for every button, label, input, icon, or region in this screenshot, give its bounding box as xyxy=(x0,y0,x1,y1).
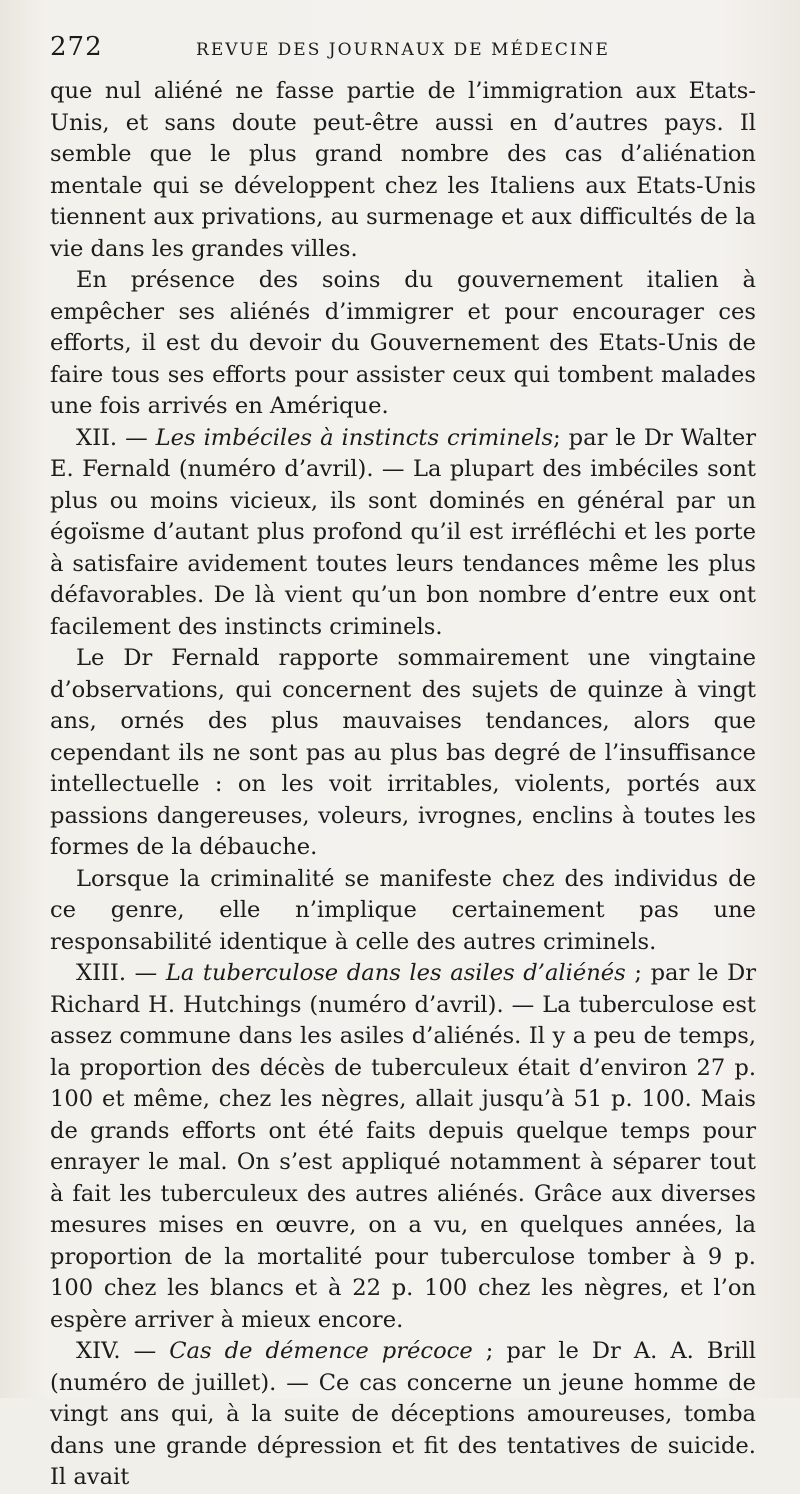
paragraph-text: En présence des soins du gouvernement italien à empêcher ses aliénés d’immigrer et pour encourager ces efforts, il est du devoir du Gouvernement des Etats-Unis de faire tous ses efforts pour assister ceux qui tombent malades une fois arrivés en Amérique. xyxy=(50,267,756,419)
page-number: 272 xyxy=(50,32,103,62)
running-head: REVUE DES JOURNAUX DE MÉDECINE xyxy=(196,40,610,60)
section-number: XIII. — xyxy=(76,960,166,986)
paragraph xyxy=(50,265,756,423)
section-xiii xyxy=(50,958,756,1336)
paragraph-text: ; par le Dr Walter E. Fernald (numéro d’avril). — La plupart des imbéciles sont plus ou moins vicieux, ils sont dominés en général par un égoïsme d’autant plus profond qu’il est irréfléchi et les porte à satisfaire avidement toutes leurs tendances même les plus défavorables. De là vient qu’un bon nombre d’entre eux ont facilement des instincts criminels. xyxy=(50,424,757,640)
paragraph-continuation xyxy=(50,76,756,265)
paragraph-text: ; par le Dr A. A. Brill (numéro de juillet). — Ce cas concerne un jeune homme de vingt ans qui, à la suite de déceptions amoureuses, tomba dans une grande dépression et fit des tentatives de suicide. Il avait xyxy=(50,1338,756,1490)
page-header xyxy=(50,32,756,72)
page-body xyxy=(50,76,756,1494)
section-number: XIV. — xyxy=(76,1338,170,1364)
section-xii xyxy=(50,423,756,644)
paragraph xyxy=(50,864,756,959)
section-title: Cas de démence précoce xyxy=(169,1338,473,1364)
paragraph-text: ; par le Dr Richard H. Hutchings (numéro d’avril). — La tuberculose est assez commune dans les asiles d’aliénés. Il y a peu de temps, la proportion des décès de tuberculeux était d’environ 27 p. 100 et même, chez les nègres, allait jusqu’à 51 p. 100. Mais de grands efforts ont été faits depuis quelque temps pour enrayer le mal. On s’est appliqué notamment à séparer tout à fait les tuberculeux des autres aliénés. Grâce aux diverses mesures mises en œuvre, on a vu, en quelques années, la proportion de la mortalité pour tuberculose tomber à 9 p. 100 chez les blancs et à 22 p. 100 chez les nègres, et l’on espère arriver à mieux encore. xyxy=(50,960,757,1333)
section-xiv xyxy=(50,1336,756,1494)
paragraph-text: Lorsque la criminalité se manifeste chez des individus de ce genre, elle n’implique certainement pas une responsabilité identique à celle des autres criminels. xyxy=(50,865,756,955)
section-number: XII. — xyxy=(76,424,156,451)
paragraph xyxy=(50,643,756,864)
section-title: Les imbéciles à instincts criminels xyxy=(155,424,554,451)
section-title: La tuberculose dans les asiles d’aliénés xyxy=(165,960,626,986)
paragraph-text: Le Dr Fernald rapporte sommairement une vingtaine d’observations, qui concernent des sujets de quinze à vingt ans, ornés des plus mauvaises tendances, alors que cependant ils ne sont pas au plus bas degré de l’insuffisance intellectuelle : on les voit irritables, violents, portés aux passions dangereuses, voleurs, ivrognes, enclins à toutes les formes de la débauche. xyxy=(50,645,756,860)
paragraph-text: que nul aliéné ne fasse partie de l’immigration aux Etats-Unis, et sans doute peut-être aussi en d’autres pays. Il semble que le plus grand nombre des cas d’aliénation mentale qui se développent chez les Italiens aux Etats-Unis tiennent aux privations, au surmenage et aux difficultés de la vie dans les grandes villes. xyxy=(50,78,756,262)
